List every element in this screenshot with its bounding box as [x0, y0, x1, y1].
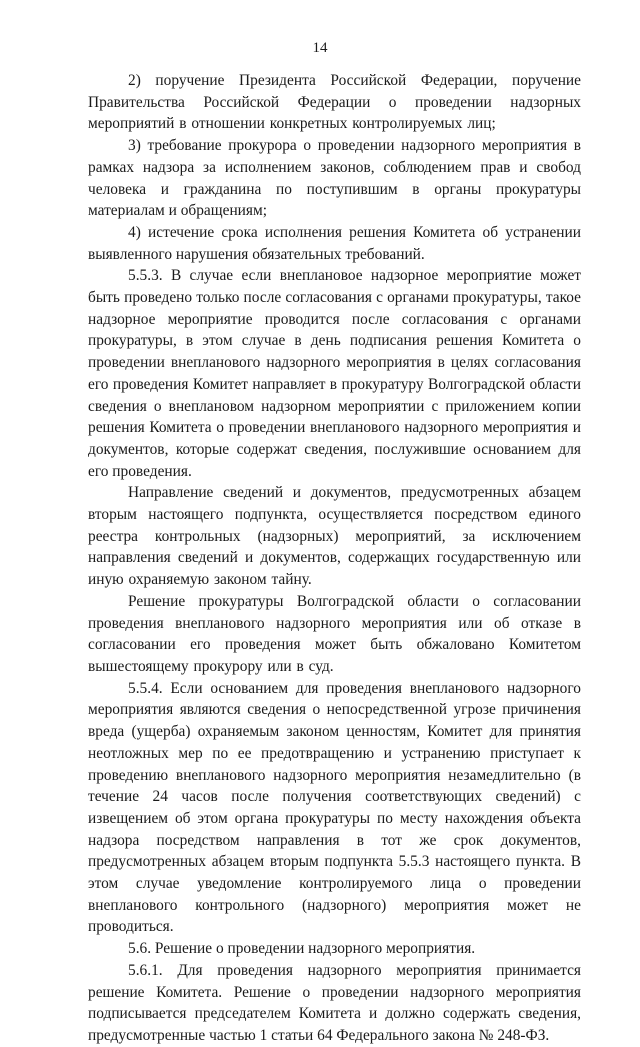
paragraph-item-3: 3) требование прокурора о проведении надзорного мероприятия в рамках надзора за исполнением законов, соблюдением прав и свобод человека и гражданина по поступившим в органы прокуратуры материалам и обращениям; [88, 137, 581, 220]
paragraph-5-6-1: 5.6.1. Для проведения надзорного мероприятия принимается решение Комитета. Решение о проведении надзорного мероприятия подписывается председателем Комитета и должно содержать сведения, предусмотренные частью 1 статьи 64 Федерального закона № 248-ФЗ. [88, 961, 581, 1044]
paragraph-5-5-3: 5.5.3. В случае если внеплановое надзорное мероприятие может быть проведено только после согласования с органами прокуратуры, такое надзорное мероприятие проводится после согласования с органами прокуратуры, в этом случае в день подписания решения Комитета о проведении внепланового надзорного мероприятия в целях согласования его проведения Комитет направляет в прокуратуру Волгоградской области сведения о внеплановом надзорном мероприятии с приложением копии решения Комитета о проведении внепланового надзорного мероприятия и документов, которые содержат сведения, послужившие основанием для его проведения. [88, 267, 581, 480]
paragraph-direction-of-information: Направление сведений и документов, предусмотренных абзацем вторым настоящего подпункта, осуществляется посредством единого реестра контрольных (надзорных) мероприятий, за исключением направления сведений и документов, содержащих государственную или иную охраняемую законом тайну. [88, 484, 581, 589]
page-number: 14 [312, 40, 328, 56]
paragraph-item-2: 2) поручение Президента Российской Федерации, поручение Правительства Российской Федерации о проведении надзорных мероприятий в отношении конкретных контролируемых лиц; [88, 72, 581, 133]
paragraph-5-5-4: 5.5.4. Если основанием для проведения внепланового надзорного мероприятия являются сведения о непосредственной угрозе причинения вреда (ущерба) охраняемым законом ценностям, Комитет для принятия неотложных мер по ее предотвращению и устранению приступает к проведению внепланового надзорного мероприятия незамедлительно (в течение 24 часов после получения соответствующих сведений) с извещением об этом органа прокуратуры по месту нахождения объекта надзора посредством направления в тот же срок документов, предусмотренных абзацем вторым подпункта 5.5.3 настоящего пункта. В этом случае уведомление контролируемого лица о проведении внепланового контрольного (надзорного) мероприятия может не проводиться. [88, 679, 581, 936]
paragraph-prosecutor-decision: Решение прокуратуры Волгоградской области о согласовании проведения внепланового надзорного мероприятия или об отказе в согласовании его проведения может быть обжаловано Комитетом вышестоящему прокурору или в суд. [88, 592, 581, 675]
document-body [88, 70, 581, 1047]
paragraph-item-4: 4) истечение срока исполнения решения Комитета об устранении выявленного нарушения обязательных требований. [88, 223, 581, 263]
paragraph-5-6-heading: 5.6. Решение о проведении надзорного мероприятия. [128, 940, 476, 958]
